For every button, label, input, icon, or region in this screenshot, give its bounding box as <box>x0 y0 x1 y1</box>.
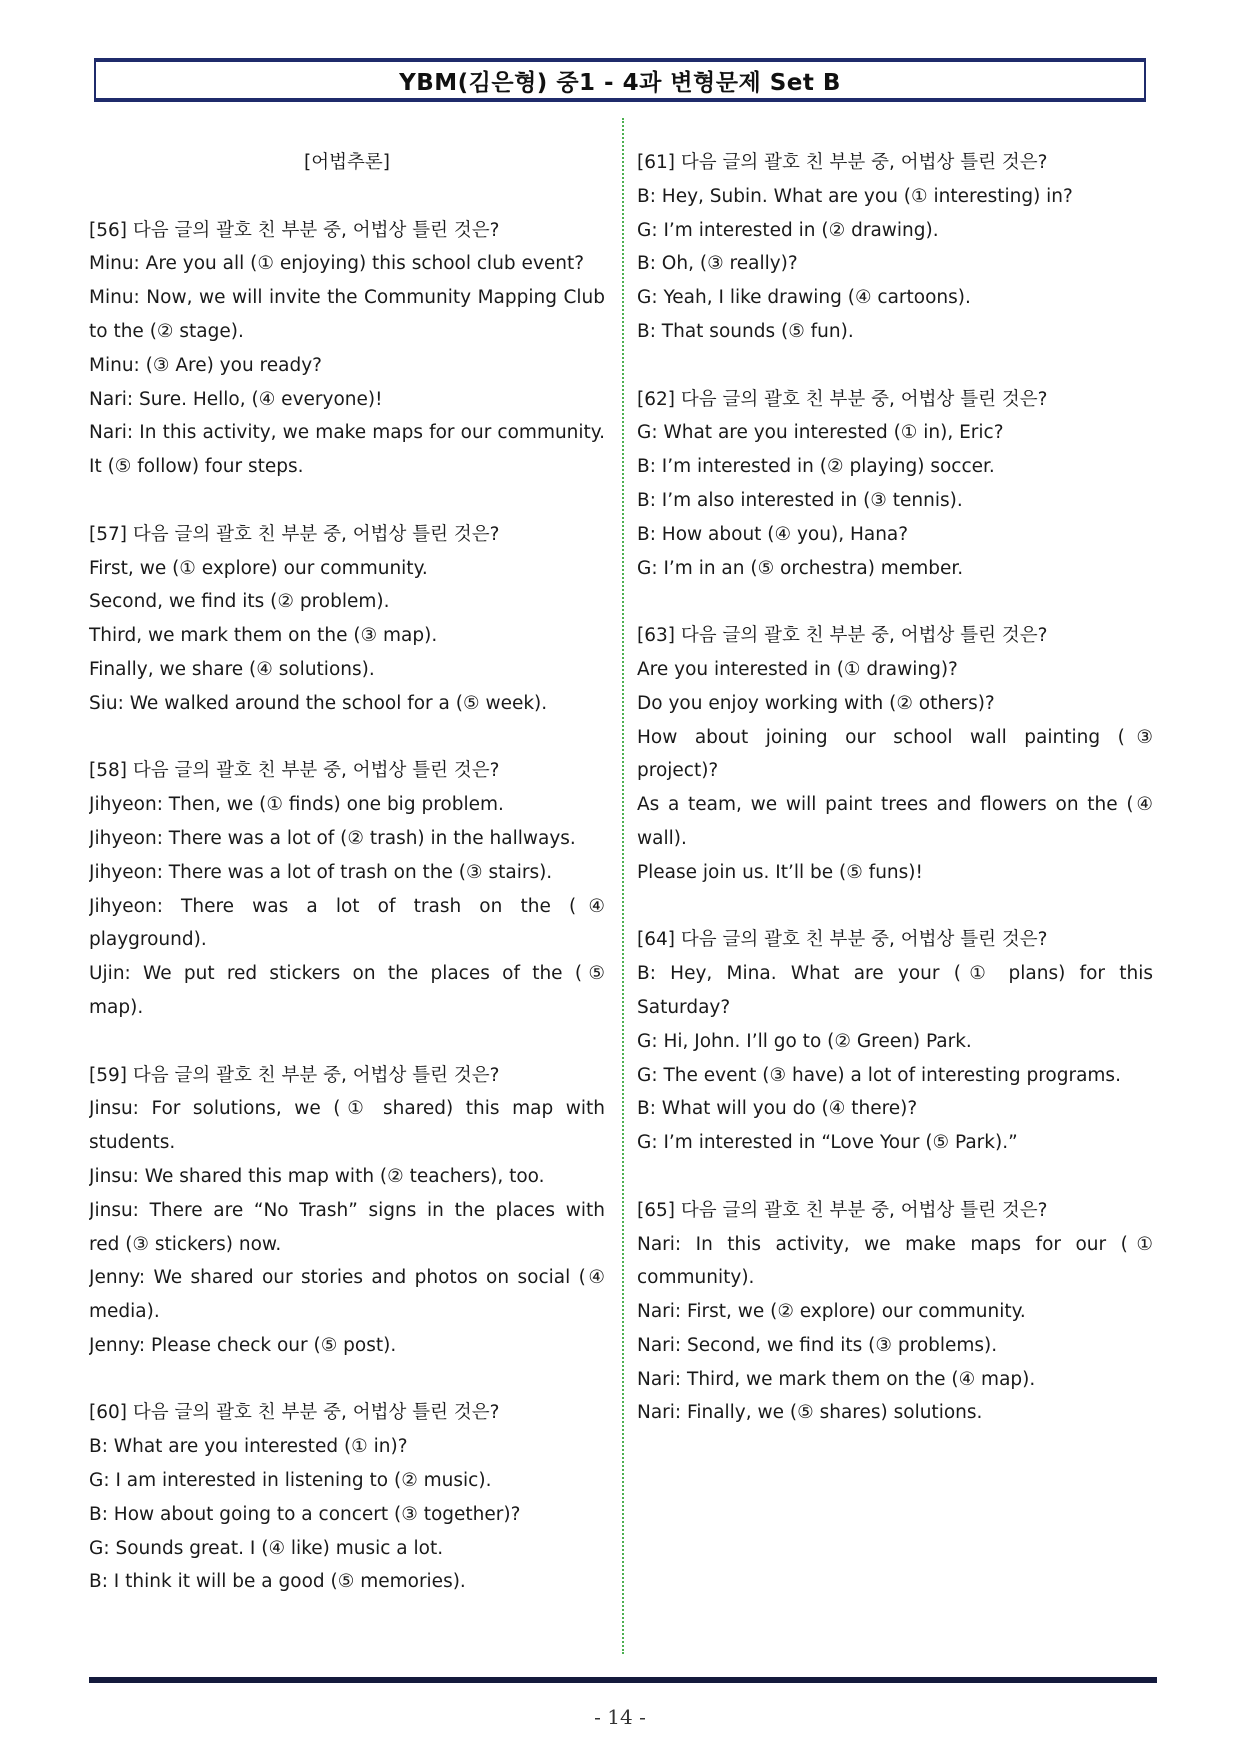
question-prompt: [65] 다음 글의 괄호 친 부분 중, 어법상 틀린 것은? <box>637 1199 1048 1221</box>
text-line: Siu: We walked around the school for a (⑤ week). <box>89 692 548 714</box>
section-heading: [어법추론] <box>304 152 390 173</box>
blank-line <box>89 180 605 214</box>
blank-line <box>89 1025 605 1059</box>
text-line: Jenny: Please check our (⑤ post). <box>89 1334 397 1356</box>
question-prompt: [60] 다음 글의 괄호 친 부분 중, 어법상 틀린 것은? <box>89 1402 500 1424</box>
text-line: G: Hi, John. I’ll go to (② Green) Park. <box>637 1030 972 1052</box>
text-line: B: Oh, (③ really)? <box>637 253 798 275</box>
blank-line <box>637 890 1153 924</box>
question-prompt: [62] 다음 글의 괄호 친 부분 중, 어법상 틀린 것은? <box>637 388 1048 410</box>
text-line: Ujin: We put red stickers on the places of the (⑤ <box>89 963 605 985</box>
text-line: B: How about going to a concert (③ together)? <box>89 1503 521 1525</box>
text-line: Jihyeon: There was a lot of trash on the (④ <box>89 895 605 917</box>
text-line: project)? <box>637 760 719 782</box>
text-line: Please join us. It’ll be (⑤ funs)! <box>637 861 923 883</box>
text-line: Nari: Finally, we (⑤ shares) solutions. <box>637 1402 983 1424</box>
text-line: red (③ stickers) now. <box>89 1233 282 1255</box>
question-prompt: [59] 다음 글의 괄호 친 부분 중, 어법상 틀린 것은? <box>89 1064 500 1086</box>
left-column <box>89 146 605 1599</box>
text-line: B: How about (④ you), Hana? <box>637 523 909 545</box>
text-line: Nari: First, we (② explore) our community. <box>637 1301 1026 1323</box>
text-line: Minu: Now, we will invite the Community Mapping Club <box>89 287 605 309</box>
text-line: Nari: In this activity, we make maps for our (① <box>637 1233 1153 1255</box>
document-title-box <box>94 58 1146 102</box>
text-line: As a team, we will paint trees and flowers on the (④ <box>637 794 1153 816</box>
text-line: map). <box>89 996 144 1018</box>
question-prompt: [61] 다음 글의 괄호 친 부분 중, 어법상 틀린 것은? <box>637 152 1048 173</box>
text-line: B: That sounds (⑤ fun). <box>637 320 854 342</box>
text-line: G: I am interested in listening to (② music). <box>89 1470 492 1492</box>
document-title: YBM(김은형) 중1 - 4과 변형문제 Set B <box>399 69 841 96</box>
text-line: B: I think it will be a good (⑤ memories). <box>89 1571 466 1593</box>
text-line: Third, we mark them on the (③ map). <box>89 625 438 647</box>
text-line: How about joining our school wall painting (③ <box>637 726 1153 748</box>
question-prompt: [63] 다음 글의 괄호 친 부분 중, 어법상 틀린 것은? <box>637 625 1048 647</box>
text-line: wall). <box>637 827 687 849</box>
blank-line <box>89 721 605 755</box>
text-line: Finally, we share (④ solutions). <box>89 658 375 680</box>
right-column <box>637 146 1153 1430</box>
text-line: Jenny: We shared our stories and photos on social (④ <box>89 1267 605 1289</box>
text-line: Nari: Second, we find its (③ problems). <box>637 1334 998 1356</box>
text-line: community). <box>637 1267 755 1289</box>
text-line: Jinsu: There are “No Trash” signs in the places with <box>89 1199 605 1221</box>
text-line: It (⑤ follow) four steps. <box>89 456 304 478</box>
text-line: Minu: Are you all (① enjoying) this school club event? <box>89 253 585 275</box>
text-line: to the (② stage). <box>89 320 244 342</box>
text-line: G: I’m interested in (② drawing). <box>637 219 939 241</box>
text-line: G: What are you interested (① in), Eric? <box>637 422 1004 444</box>
text-line: Jihyeon: There was a lot of (② trash) in the hallways. <box>89 827 576 849</box>
page-number: - 14 - <box>594 1705 646 1729</box>
text-line: Nari: In this activity, we make maps for our community. <box>89 422 605 444</box>
footer-rule <box>89 1677 1157 1683</box>
text-line: First, we (① explore) our community. <box>89 557 428 579</box>
blank-line <box>89 1363 605 1397</box>
text-line: Second, we find its (② problem). <box>89 591 390 613</box>
text-line: Nari: Sure. Hello, (④ everyone)! <box>89 388 383 410</box>
question-prompt: [64] 다음 글의 괄호 친 부분 중, 어법상 틀린 것은? <box>637 929 1048 951</box>
text-line: Do you enjoy working with (② others)? <box>637 692 995 714</box>
text-line: Jihyeon: There was a lot of trash on the (③ stairs). <box>89 861 553 883</box>
question-prompt: [57] 다음 글의 괄호 친 부분 중, 어법상 틀린 것은? <box>89 523 500 545</box>
question-prompt: [58] 다음 글의 괄호 친 부분 중, 어법상 틀린 것은? <box>89 760 500 782</box>
text-line: B: What will you do (④ there)? <box>637 1098 918 1120</box>
text-line: Minu: (③ Are) you ready? <box>89 354 322 376</box>
blank-line <box>637 585 1153 619</box>
text-line: Saturday? <box>637 996 731 1018</box>
question-prompt: [56] 다음 글의 괄호 친 부분 중, 어법상 틀린 것은? <box>89 219 500 241</box>
column-divider <box>622 118 624 1654</box>
text-line: Jihyeon: Then, we (① finds) one big problem. <box>89 794 504 816</box>
text-line: Are you interested in (① drawing)? <box>637 658 958 680</box>
text-line: B: What are you interested (① in)? <box>89 1436 408 1458</box>
text-line: Nari: Third, we mark them on the (④ map). <box>637 1368 1036 1390</box>
blank-line <box>637 349 1153 383</box>
blank-line <box>637 1160 1153 1194</box>
text-line: students. <box>89 1132 176 1154</box>
text-line: G: The event (③ have) a lot of interesting programs. <box>637 1064 1121 1086</box>
text-line: G: I’m interested in “Love Your (⑤ Park).” <box>637 1132 1018 1154</box>
text-line: B: Hey, Mina. What are your (① plans) for this <box>637 963 1153 985</box>
text-line: Jinsu: We shared this map with (② teachers), too. <box>89 1165 545 1187</box>
text-line: Jinsu: For solutions, we (① shared) this map with <box>89 1098 605 1120</box>
text-line: G: I’m in an (⑤ orchestra) member. <box>637 557 964 579</box>
text-line: G: Sounds great. I (④ like) music a lot. <box>89 1537 444 1559</box>
text-line: B: Hey, Subin. What are you (① interesting) in? <box>637 185 1073 207</box>
blank-line <box>89 484 605 518</box>
text-line: B: I’m also interested in (③ tennis). <box>637 489 963 511</box>
text-line: G: Yeah, I like drawing (④ cartoons). <box>637 287 971 309</box>
text-line: media). <box>89 1301 160 1323</box>
text-line: playground). <box>89 929 207 951</box>
text-line: B: I’m interested in (② playing) soccer. <box>637 456 995 478</box>
